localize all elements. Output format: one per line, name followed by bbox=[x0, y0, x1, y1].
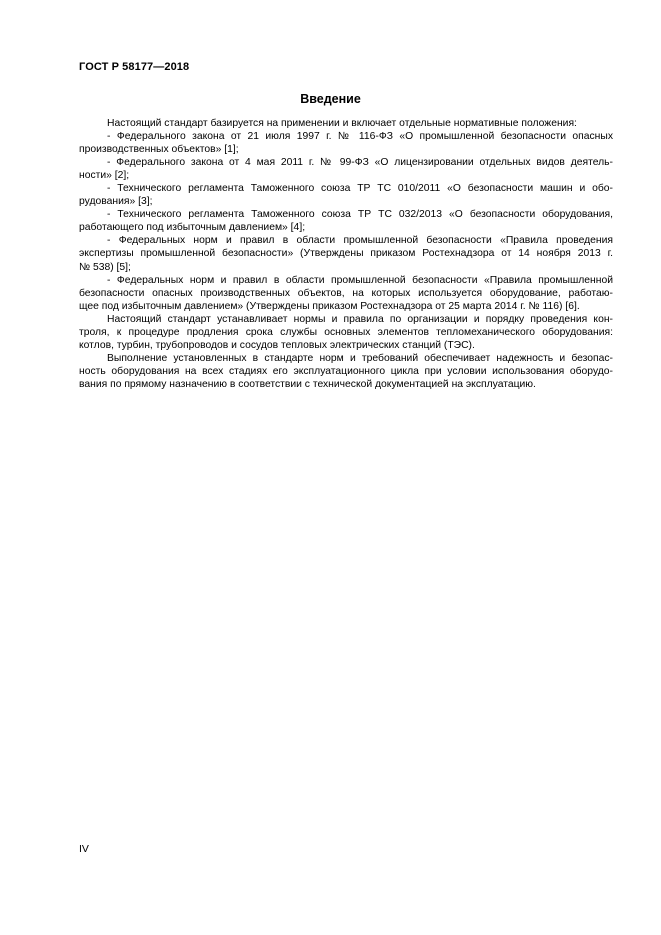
text-line: щее под избыточным давлением» (Утверждены приказом Ростехнадзора от 25 марта 2014 г. № 116) [6]. bbox=[79, 300, 580, 312]
text-line: котлов, турбин, трубопроводов и сосудов тепловых электрических станций (ТЭС). bbox=[79, 339, 475, 351]
document-body bbox=[79, 117, 613, 391]
text-line: - Технического регламента Таможенного союза ТР ТС 010/2011 «О безопасности машин и обо- bbox=[107, 183, 613, 195]
text-line: Выполнение установленных в стандарте норм и требований обеспечивает надежность и безопас- bbox=[107, 352, 613, 364]
text-line: Настоящий стандарт базируется на применении и включает отдельные нормативные положения: bbox=[107, 118, 577, 129]
text-line: - Федерального закона от 4 мая 2011 г. № 99-ФЗ «О лицензировании отдельных видов деятель- bbox=[107, 157, 613, 169]
list-item bbox=[79, 208, 613, 234]
list-item bbox=[79, 274, 613, 313]
text-line: Настоящий стандарт устанавливает нормы и правила по организации и порядку проведения кон- bbox=[107, 313, 613, 325]
document-header: ГОСТ Р 58177—2018 bbox=[79, 61, 190, 73]
text-line: - Федеральных норм и правил в области промышленной безопасности «Правила промышленной bbox=[107, 274, 613, 286]
text-line: троля, к процедуре продления срока службы основных элементов тепломеханического оборудования: bbox=[79, 326, 613, 338]
list-item bbox=[79, 234, 613, 273]
text-line: экспертизы промышленной безопасности» (Утверждены приказом Ростехнадзора от 14 ноября 2013 г. bbox=[79, 248, 613, 260]
list-item bbox=[79, 130, 613, 156]
paragraph bbox=[79, 117, 613, 130]
page-number: IV bbox=[79, 843, 89, 855]
paragraph bbox=[79, 313, 613, 352]
text-line: вания по прямому назначению в соответствии с технической документацией на эксплуатацию. bbox=[79, 378, 536, 390]
paragraph bbox=[79, 352, 613, 391]
text-line: № 538) [5]; bbox=[79, 261, 131, 273]
list-item bbox=[79, 182, 613, 208]
text-line: ность оборудования на всех стадиях его эксплуатационного цикла при условии использования оборудо- bbox=[79, 365, 613, 377]
text-line: - Технического регламента Таможенного союза ТР ТС 032/2013 «О безопасности оборудования, bbox=[107, 209, 613, 221]
text-line: ности» [2]; bbox=[79, 170, 130, 182]
list-item bbox=[79, 156, 613, 182]
text-line: - Федерального закона от 21 июля 1997 г. № 116-ФЗ «О промышленной безопасности опасных bbox=[107, 131, 613, 143]
text-line: - Федеральных норм и правил в области промышленной безопасности «Правила проведения bbox=[107, 235, 613, 247]
text-line: производственных объектов» [1]; bbox=[79, 144, 239, 156]
text-line: безопасности опасных производственных объектов, на которых используется оборудование, работаю- bbox=[79, 287, 613, 299]
text-line: работающего под избыточным давлением» [4]; bbox=[79, 222, 306, 234]
text-line: рудования» [3]; bbox=[79, 196, 153, 208]
section-title: Введение bbox=[300, 92, 361, 106]
